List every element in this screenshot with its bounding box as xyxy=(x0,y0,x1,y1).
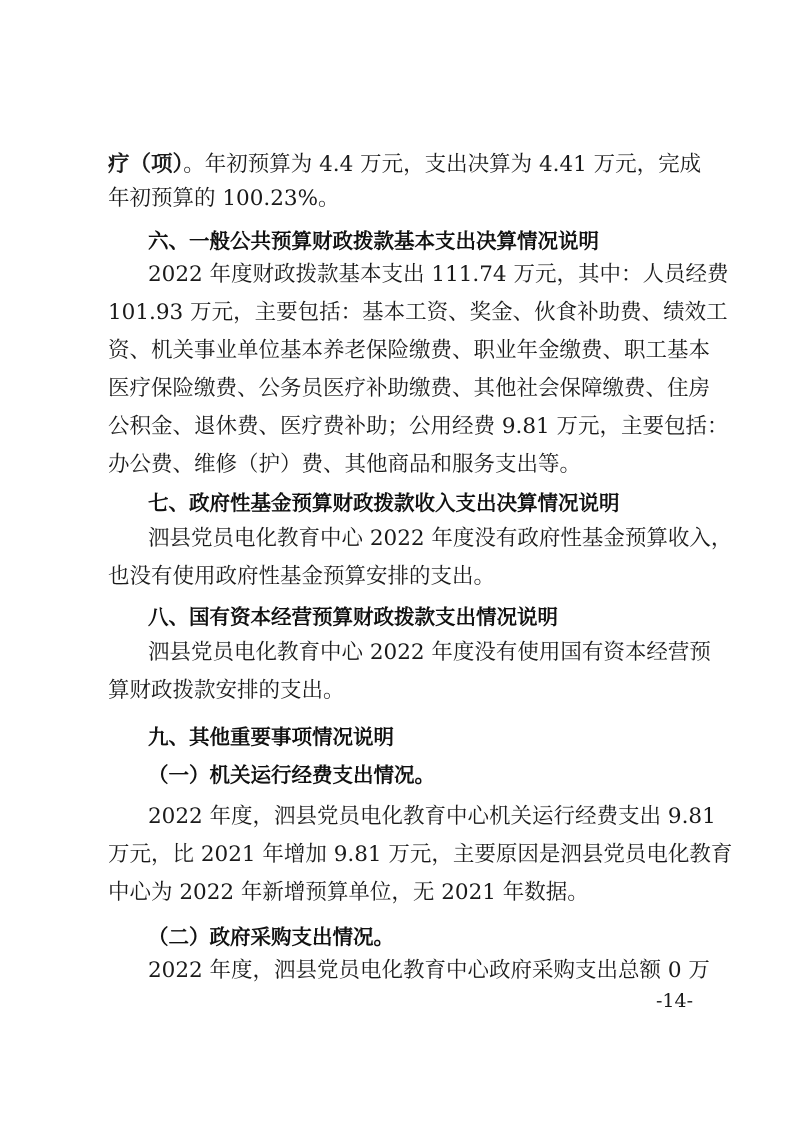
section-heading: 七、政府性基金预算财政拨款收入支出决算情况说明 xyxy=(148,491,620,515)
paragraph-line: 2022 年度财政拨款基本支出 111.74 万元，其中：人员经费 xyxy=(148,262,729,287)
paragraph-line: 年初预算的 100.23%。 xyxy=(108,186,340,211)
text-fragment: 。年初预算为 4.4 万元，支出决算为 4.41 万元，完成 xyxy=(183,152,702,177)
paragraph-line: 泗县党员电化教育中心 2022 年度没有政府性基金预算收入， xyxy=(148,526,733,551)
item-name-fragment: 疗（项） xyxy=(108,152,184,177)
paragraph-line: 万元，比 2021 年增加 9.81 万元，主要原因是泗县党员电化教育 xyxy=(108,842,733,867)
section-heading: 八、国有资本经营预算财政拨款支出情况说明 xyxy=(148,605,558,629)
paragraph-line: 中心为 2022 年新增预算单位，无 2021 年数据。 xyxy=(108,880,589,905)
paragraph-line: 医疗保险缴费、公务员医疗补助缴费、其他社会保障缴费、住房 xyxy=(108,376,711,401)
section-heading: 六、一般公共预算财政拨款基本支出决算情况说明 xyxy=(148,229,599,253)
subsection-heading: （二）政府采购支出情况。 xyxy=(148,925,394,949)
paragraph-line: 2022 年度，泗县党员电化教育中心政府采购支出总额 0 万 xyxy=(148,958,710,983)
paragraph-line xyxy=(108,150,702,180)
paragraph-line: 公积金、退休费、医疗费补助；公用经费 9.81 万元，主要包括： xyxy=(108,414,729,439)
paragraph-line: 也没有使用政府性基金预算安排的支出。 xyxy=(108,564,496,589)
paragraph-line: 2022 年度，泗县党员电化教育中心机关运行经费支出 9.81 xyxy=(148,804,716,829)
page-number: -14- xyxy=(655,990,693,1012)
paragraph-line: 泗县党员电化教育中心 2022 年度没有使用国有资本经营预 xyxy=(148,640,711,665)
paragraph-line: 算财政拨款安排的支出。 xyxy=(108,678,345,703)
paragraph-line: 101.93 万元，主要包括：基本工资、奖金、伙食补助费、绩效工 xyxy=(108,300,728,325)
paragraph-line: 资、机关事业单位基本养老保险缴费、职业年金缴费、职工基本 xyxy=(108,338,711,363)
subsection-heading: （一）机关运行经费支出情况。 xyxy=(148,763,435,787)
section-heading: 九、其他重要事项情况说明 xyxy=(148,725,394,749)
paragraph-line: 办公费、维修（护）费、其他商品和服务支出等。 xyxy=(108,452,582,477)
